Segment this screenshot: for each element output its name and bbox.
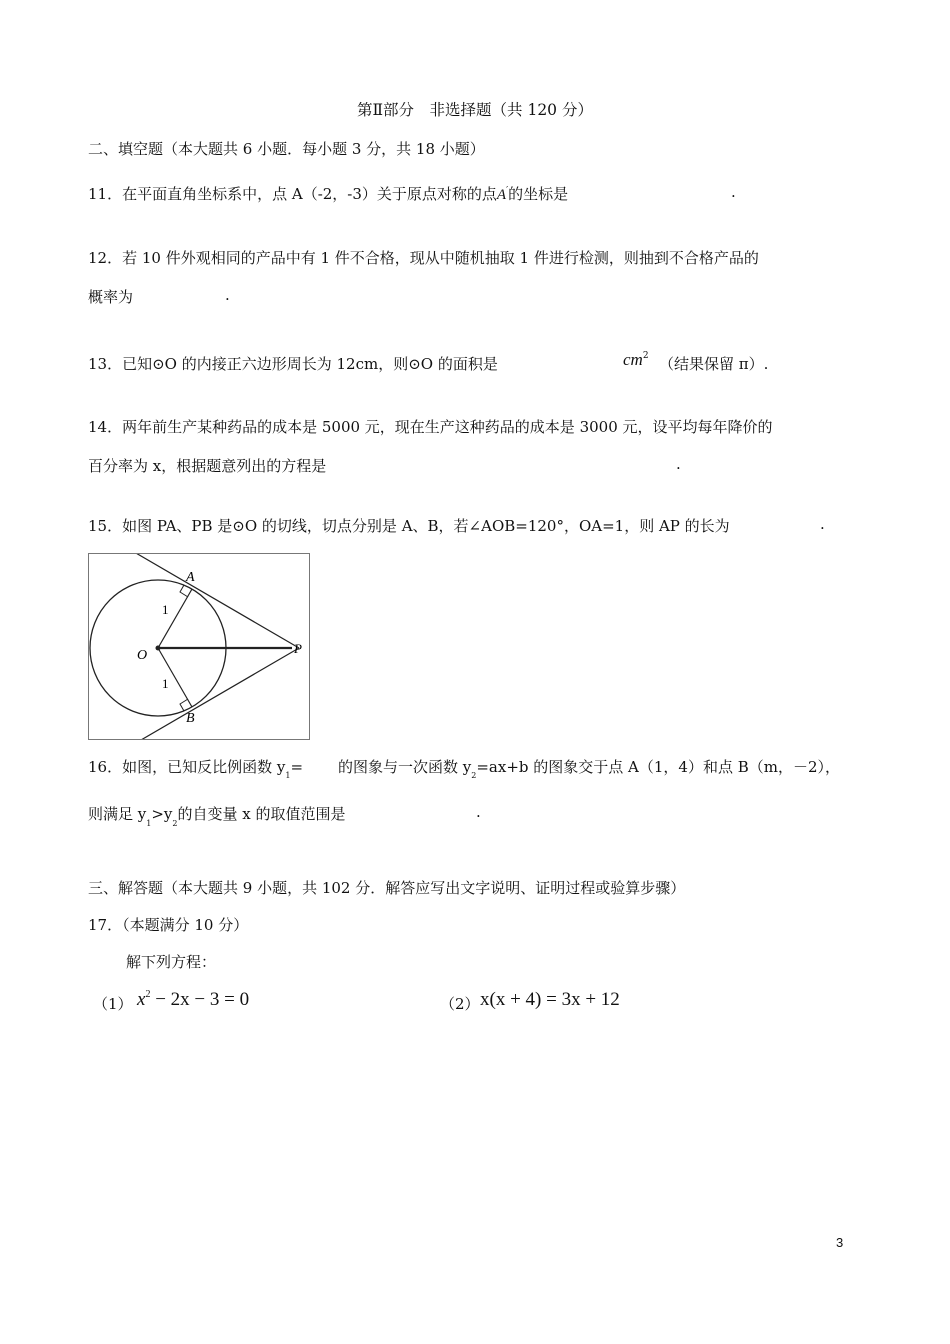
question-17-instruction: 解下列方程：: [126, 953, 217, 971]
question-16-part4: =ax+b 的图象交于点 A（1，4）和点 B（m，－2），: [476, 758, 841, 776]
question-15-text: 15．如图 PA、PB 是⊙O 的切线，切点分别是 A、B，若∠AOB=120°，OA=1，则 AP 的长为: [88, 517, 730, 535]
question-14-line2: 百分率为 x，根据题意列出的方程是: [88, 457, 327, 475]
section-heading-fill-in: 二、填空题（本大题共 6 小题．每小题 3 分，共 18 小题）: [88, 140, 485, 158]
question-11-tail: 的坐标是: [508, 185, 569, 203]
question-17-part1-x: x: [137, 989, 146, 1010]
question-16-part1: 16．如图，已知反比例函数 y: [88, 758, 286, 776]
question-16-part3: 的图象与一次函数 y: [338, 758, 472, 776]
question-16-line2-a: 则满足 y: [88, 805, 147, 823]
question-16-line2-b: 的自变量 x 的取值范围是: [177, 805, 346, 823]
tangent-figure: [88, 553, 310, 740]
question-12-line1: 12．若 10 件外观相同的产品中有 1 件不合格，现从中随机抽取 1 件进行检测，则抽到不合格产品的: [88, 249, 759, 267]
center-point-o: [156, 646, 161, 651]
question-14-end: .: [676, 455, 681, 473]
question-15-end: .: [820, 515, 825, 533]
page-title: 第Ⅱ部分 非选择题（共 120 分）: [357, 101, 593, 119]
question-11-text: 11．在平面直角坐标系中，点 A（-2，-3）关于原点对称的点: [88, 185, 497, 203]
question-17-part1-label: （1）: [93, 995, 133, 1013]
question-17-part1-rest: − 2x − 3 = 0: [150, 989, 250, 1010]
question-12-end: .: [225, 286, 230, 304]
question-12-line2: 概率为: [88, 288, 134, 306]
question-13-cm: cm: [623, 350, 643, 369]
question-16-line2-sub2: 2: [172, 819, 178, 828]
question-11-prime: ′: [506, 186, 509, 196]
question-11: [88, 183, 568, 204]
question-16-mid: [338, 756, 840, 780]
label-ob-length: 1: [162, 676, 169, 691]
question-13-sup: 2: [642, 351, 649, 361]
question-16-sub2: 2: [471, 771, 477, 780]
question-16-end: .: [476, 803, 481, 821]
section-heading-solve: 三、解答题（本大题共 9 小题，共 102 分．解答应写出文字说明、证明过程或验算步骤）: [88, 879, 686, 897]
question-17-part2-equation: x(x + 4) = 3x + 12: [480, 989, 620, 1010]
question-16-eq: =: [290, 758, 304, 776]
question-16-sub1: 1: [285, 771, 291, 780]
tangent-line-pb: [129, 648, 299, 739]
question-17-part2-label: （2）: [440, 995, 480, 1013]
question-16-line2: [88, 803, 345, 828]
question-17-header: 17．（本题满分 10 分）: [88, 916, 249, 934]
question-17-part1-sup: 2: [145, 989, 151, 1000]
label-oa-length: 1: [162, 602, 169, 617]
question-14-line1: 14．两年前生产某种药品的成本是 5000 元，现在生产这种药品的成本是 3000 元，设平均每年降价的: [88, 418, 773, 436]
label-b: B: [186, 711, 195, 726]
question-13-tail: （结果保留 π）.: [659, 355, 769, 373]
label-o: O: [137, 648, 148, 663]
question-13-unit: [623, 350, 649, 370]
label-p: P: [294, 641, 302, 656]
page-number: 3: [836, 1235, 844, 1250]
tangent-line-pa: [129, 554, 299, 648]
question-16-line1: [88, 756, 303, 780]
question-16-line2-gt: >y: [151, 805, 173, 823]
label-a: A: [186, 570, 195, 585]
radius-oa: [158, 589, 192, 648]
question-13-text: 13．已知⊙O 的内接正六边形周长为 12cm，则⊙O 的面积是: [88, 355, 498, 373]
question-17-part1-equation: [137, 989, 249, 1011]
question-11-point: A: [496, 187, 507, 203]
question-16-line2-sub1: 1: [146, 819, 152, 828]
tangent-diagram: [89, 554, 309, 739]
question-11-end: .: [731, 183, 736, 201]
